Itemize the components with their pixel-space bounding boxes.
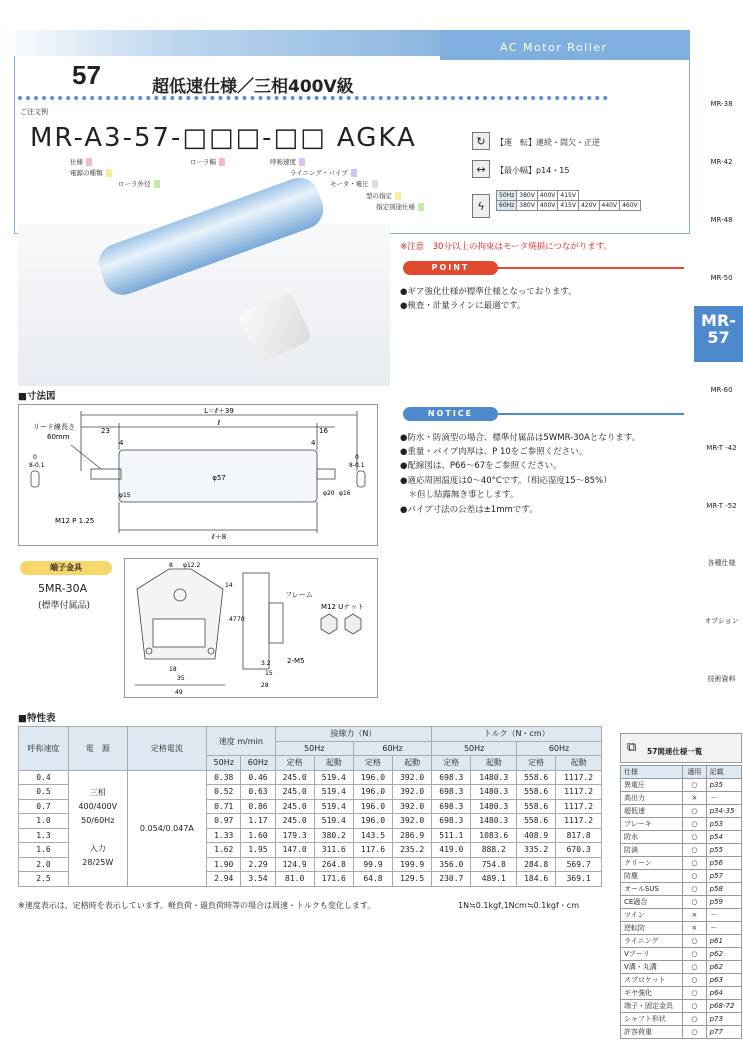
page-title: 超低速仕様／三相400V級 [152,77,354,97]
code-label: 仕様 [70,157,92,166]
related-row: オールSUS ○ p58 [621,883,742,896]
dim-phi57: φ57 [212,474,226,482]
terminal-drawing [124,558,378,698]
code-label: ライニング・パイプ [290,168,357,177]
char-heading: ■特性表 [18,713,56,724]
related-header [620,733,742,763]
m12-label: M12 P 1.25 [55,517,95,525]
related-row: 超低速 ○ p34-35 [621,805,742,818]
code-label: 呼称速度 [270,157,305,166]
notice-item: ●適応周囲温度は0～40°Cです。（相応湿度15～85%） [400,476,612,486]
nut-label: M12 Uナット [321,603,365,611]
unit-note: 1N≒0.1kgf,1Ncm≒0.1kgf・cm [458,901,579,910]
term-dim-32: 3.2 [261,660,271,667]
dim-l: ℓ [217,419,221,427]
table-row: 1.0 0.97 1.17 245.0 519.4 196.0 392.0 698.3 1480.3 558.6 1117.2 [19,814,602,829]
code-label: 電源の種類 [70,168,112,177]
related-row: 高出力 × － [621,792,742,805]
caution-note: ※注意 30分以上の拘束はモータ焼損につながります。 [400,242,613,252]
sidebar-tab[interactable]: MR-42 [710,158,733,166]
dim-0-right: 0 [355,454,359,461]
m5-label: 2-M5 [287,657,305,665]
terminal-model: 5MR-30A [38,582,88,595]
term-dim-14: 14 [225,582,233,589]
related-row: シャフト形状 ○ p73 [621,1013,742,1026]
related-table: 仕様 適用 記載 異電圧 ○ p35 高出力 × － 超低速 ○ p34-35 ブレーキ ○ p53 防水 ○ p54 防滴 ○ p55 クリーン ○ p56 防塵 ○ p57 オールSUS ○ p58 CE適合 ○ p59 ツイン × － 逆転防 × － ライニング ○ p61 Vプーリ ○ p62 V溝・丸溝 ○ p62 スプロケット ○ p63 ギヤ強化 ○ p64 端子・固定金具 ○ p68-72 シャフト形状 ○ p73 許容荷重 ○ p77 [620,765,742,1039]
term-dim-8: 8 [169,562,173,569]
table-row: 0.4 三相 400/400V 50/60Hz 入力 28/25W 0.054/0.047A 0.38 0.46 245.0 519.4 196.0 392.0 698.3 1480.3 558.6 1117.2 [19,770,602,785]
related-title: 57関連仕様一覧 [647,747,703,756]
related-row: 異電圧 ○ p35 [621,779,742,792]
table-row: 0.7 0.71 0.86 245.0 519.4 196.0 392.0 698.3 1480.3 558.6 1117.2 [19,799,602,814]
related-row: 防滴 ○ p55 [621,844,742,857]
related-row: 逆転防 × － [621,922,742,935]
min-width-spec: 【最小幅】p14・15 [496,166,570,175]
notice-badge: NOTICE [403,407,498,421]
related-row: ツイン × － [621,909,742,922]
sidebar-tab[interactable]: MR-38 [710,100,733,108]
related-row: ギヤ強化 ○ p64 [621,987,742,1000]
characteristics-table: 呼称速度 電 源 定格電流 速度 m/min 接線力（N） トルク（N・cm） 50Hz 60Hz 50Hz 60Hz 50Hz 60Hz 定格 起動 定格 起動 定格 起動 定格 起動 0.4 三相 400/400V 50/60Hz 入力 28/25W 0.054/0.047A 0.38 0.46 245.0 519.4 196.0 392.0 698.3 1480.3 558.6 1117.2 0.5 0.52 0.63 245.0 519.4 196.0 392.0 698.3 1480.3 558.6 1117.2 0.7 0.71 0.86 245.0 519.4 196.0 392.0 698.3 1480.3 558.6 1117.2 1.0 0.97 1.17 245.0 519.4 196.0 392.0 698.3 1480.3 558.6 1117.2 1.3 1.33 1.60 179.3 380.2 143.5 286.9 511.1 1083.6 408.9 817.8 1.6 1.62 1.95 147.0 311.6 117.6 235.2 419.0 888.2 335.2 670.3 2.0 1.90 2.29 124.9 264.8 99.9 199.9 356.0 754.8 284.8 569.7 2.5 2.94 3.54 81.0 171.6 64.8 129.5 230.7 489.1 184.6 369.1 [18,726,602,887]
table-row: 2.5 2.94 3.54 81.0 171.6 64.8 129.5 230.7 489.1 184.6 369.1 [19,872,602,887]
terminal-badge: 端子金具 [20,561,112,575]
code-label: ローラ外径 [118,179,160,188]
table-row: 2.0 1.90 2.29 124.9 264.8 99.9 199.9 356.0 754.8 284.8 569.7 [19,857,602,872]
dim-phi16: φ16 [339,490,351,497]
term-dim-35: 35 [177,675,185,682]
lightning-icon: ϟ [472,194,490,218]
rotation-icon: ↻ [472,132,490,150]
sidebar-tab[interactable]: 技術資料 [707,675,736,683]
rotation-spec: 【運 転】連続・間欠・正逆 [496,138,600,147]
char-footnote: ※速度表示は、定格時を表示しています。軽負荷・過負荷時等の場合は周速・トルクも変化します。 [18,901,376,910]
related-row: スプロケット ○ p63 [621,974,742,987]
point-item: ●検査・計量ラインに最適です。 [400,301,526,311]
dim-0-left: 0 [33,454,37,461]
dotted-divider [18,96,608,100]
model-code: MR-A3-57-□□□-□□ AGKA [30,123,417,153]
lead-label: リード線長さ [33,423,75,431]
related-row: クリーン ○ p56 [621,857,742,870]
related-row: 防水 ○ p54 [621,831,742,844]
dimension-heading: ■寸法図 [18,391,56,402]
notice-rule [498,413,684,415]
related-row: ライニング ○ p61 [621,935,742,948]
document-icon: ⧉ [627,740,637,755]
table-row: 0.5 0.52 0.63 245.0 519.4 196.0 392.0 698.3 1480.3 558.6 1117.2 [19,785,602,800]
notice-item: ●配線図は、P66～67をご参照ください。 [400,461,562,471]
related-row: 防塵 ○ p57 [621,870,742,883]
sidebar-tab[interactable]: MR-T -42 [706,444,737,452]
series-number: 57 [72,60,101,90]
dimension-drawing [18,404,378,546]
lead-length: 60mm [47,433,70,441]
sidebar-tab[interactable]: MR-60 [710,386,733,394]
notice-item: ＊但し結露無き事とします。 [400,490,519,500]
code-label: ローラ幅 [190,157,225,166]
dim-l8: ℓ＋8 [211,533,227,541]
table-row: 1.3 1.33 1.60 179.3 380.2 143.5 286.9 511.1 1083.6 408.9 817.8 [19,828,602,843]
term-dim-49: 49 [175,689,183,696]
term-dim-12: φ12.2 [183,562,201,569]
related-row: ブレーキ ○ p53 [621,818,742,831]
voltage-table: 50Hz 380V 400V 415V 60Hz 380V 400V 415V 420V 440V 460V [496,190,641,211]
sidebar-tab[interactable]: オプション [704,617,739,625]
related-row: 端子・固定金具 ○ p68-72 [621,1000,742,1013]
code-label: 指定別途仕様 [376,202,424,211]
series-label: AC Motor Roller [440,30,690,60]
sidebar-tab[interactable]: MR-48 [710,216,733,224]
table-row: 1.6 1.62 1.95 147.0 311.6 117.6 235.2 419.0 888.2 335.2 670.3 [19,843,602,858]
term-dim-70: 70 [237,616,245,623]
width-icon: ↔ [472,160,490,178]
dim-L: L＝ℓ＋39 [204,407,234,415]
term-dim-28: 28 [261,682,269,689]
dim-4a: 4 [119,439,124,447]
dim-8-right: 8-0.1 [349,462,365,469]
terminal-sub: (標準付属品) [38,601,91,611]
dim-8-left: 8-0.1 [29,462,45,469]
sidebar-tab[interactable]: MR-50 [710,274,733,282]
order-label: ご注文例 [20,108,48,116]
dim-23: 23 [101,427,110,435]
related-row: V溝・丸溝 ○ p62 [621,961,742,974]
point-rule [498,267,684,269]
notice-item: ●重量・パイプ肉厚は、P 10をご参照ください。 [400,447,588,457]
header-band [0,30,440,56]
term-dim-47: 47 [229,616,237,623]
frame-label: フレーム [285,591,313,599]
sidebar-tab[interactable]: MR-T -52 [706,502,737,510]
related-row: CE適合 ○ p59 [621,896,742,909]
code-label: モータ・電圧 [330,179,378,188]
dim-phi20: φ20 [323,490,335,497]
tab-mr-57[interactable]: MR- 57 [694,306,743,362]
term-dim-18: 18 [169,666,177,673]
code-label: 型の指定 [366,191,401,200]
notice-item: ●パイプ寸法の公差は±1mmです。 [400,505,538,515]
dim-phi15: φ15 [119,492,131,499]
related-row: Vプーリ ○ p62 [621,948,742,961]
sidebar-tab[interactable]: 各種仕様 [707,559,736,567]
point-item: ●ギア強化仕様が標準仕様となっております。 [400,287,577,297]
related-row: 許容荷重 ○ p77 [621,1026,742,1039]
term-dim-15: 15 [265,670,273,677]
dim-16: 16 [319,427,328,435]
notice-item: ●防水・防滴型の場合、標準付属品は5WMR-30Aとなります。 [400,433,641,443]
point-badge: POINT [403,261,498,275]
dim-4b: 4 [311,439,316,447]
